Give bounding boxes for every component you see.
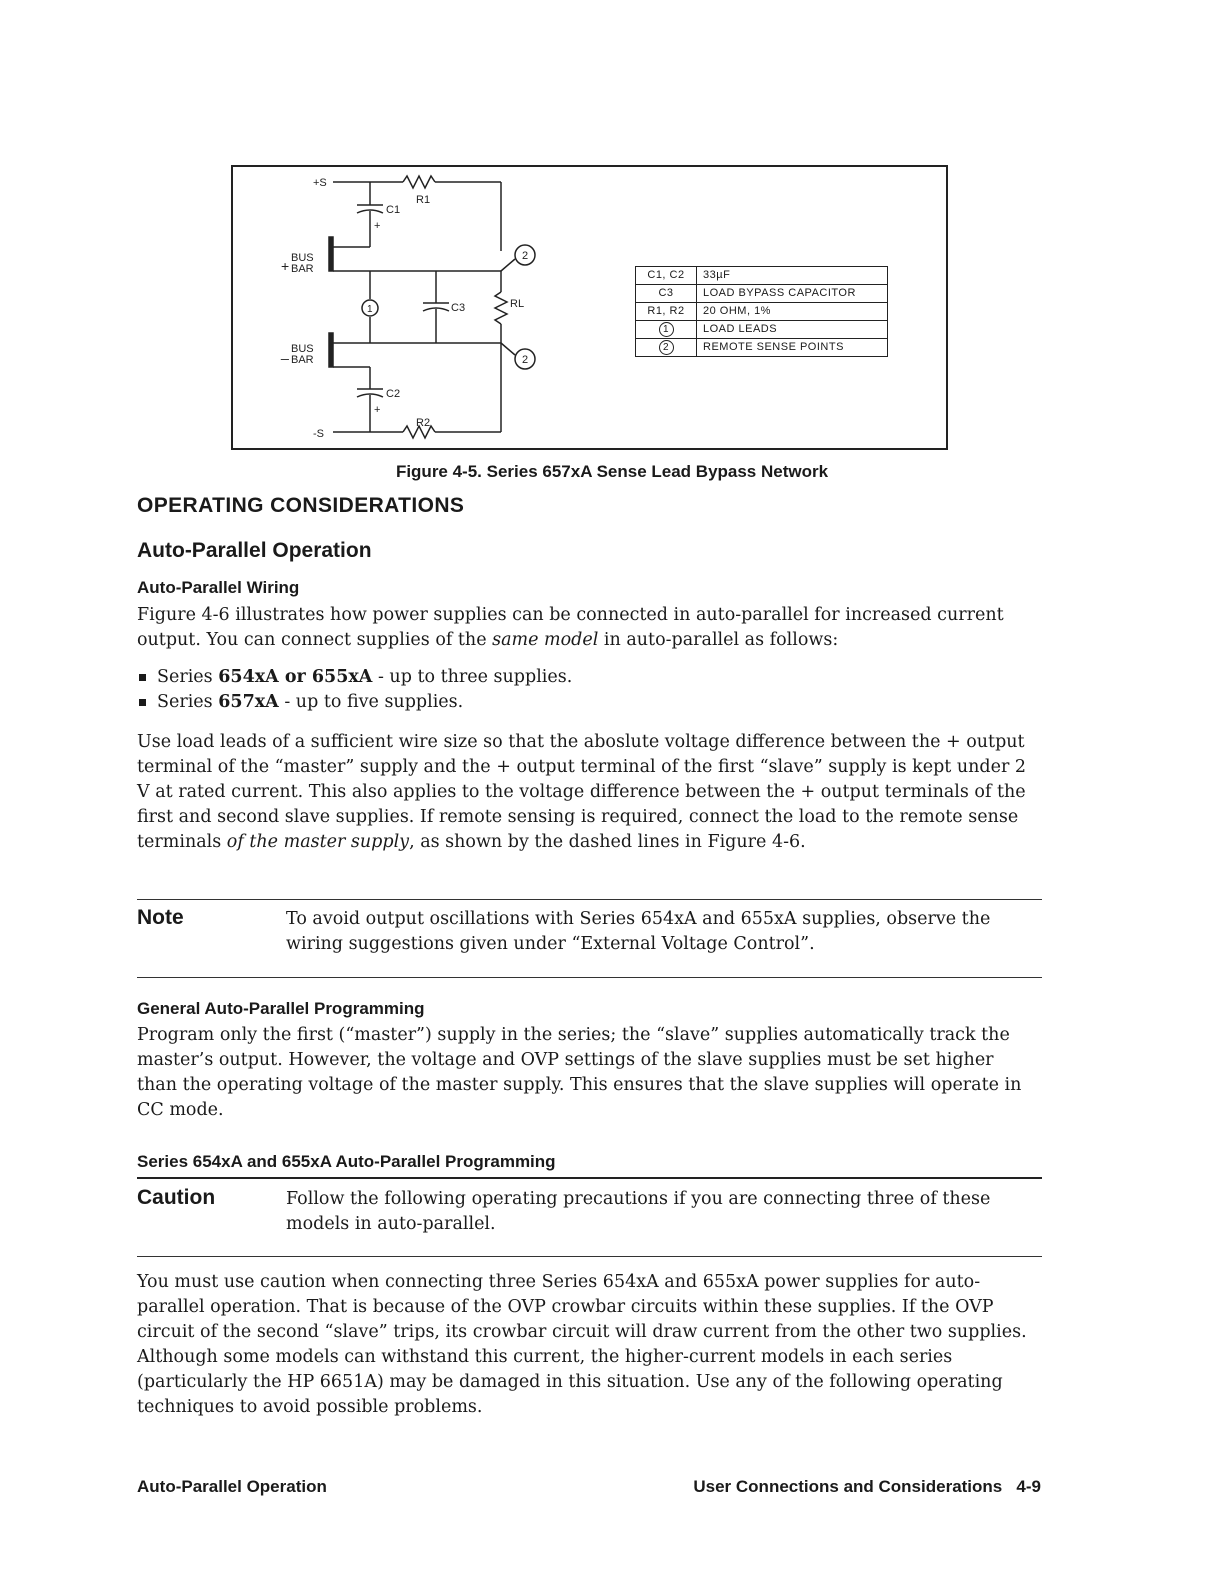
- legend-row: [636, 267, 888, 285]
- legend-key: C1, C2: [636, 267, 697, 285]
- caution-body: You must use caution when connecting three Series 654xA and 655xA power supplies for auto-parallel operation. That is because of the OVP crowbar circuits within these supplies. If the OVP circuit of the second “slave” trips, its crowbar circuit will draw current from the other two supplies. Although some models can withstand this current, the higher-current models in each series (particularly the HP 6651A) may be damaged in this situation. Use any of the following operating techniques to avoid possible problems.: [137, 1272, 1027, 1417]
- footer-section-name: Auto-Parallel Operation: [137, 1477, 327, 1496]
- note-top-rule: [137, 899, 1042, 900]
- label-c3: C3: [451, 302, 466, 314]
- legend-key: C3: [636, 285, 697, 303]
- emphasis-same-model: same model: [492, 630, 599, 650]
- note-bottom-rule: [137, 977, 1042, 978]
- label-rl: RL: [510, 298, 525, 310]
- marker-2-bottom: 2: [522, 354, 529, 366]
- series-programming-heading: Series 654xA and 655xA Auto-Parallel Programming: [137, 1152, 556, 1171]
- legend-key: R1, R2: [636, 303, 697, 321]
- label-bar-bottom: BAR: [291, 354, 314, 366]
- label-c2: C2: [386, 388, 401, 400]
- label-r1: R1: [416, 194, 431, 206]
- subsection-title: Auto-Parallel Operation: [137, 539, 372, 562]
- caution-bottom-rule: [137, 1256, 1042, 1257]
- label-c1-plus: +: [374, 220, 381, 232]
- figure-legend-table: [635, 266, 888, 357]
- label-minus-s: -S: [313, 428, 324, 440]
- legend-value: LOAD LEADS: [697, 321, 888, 339]
- marker-2-top: 2: [522, 250, 529, 262]
- label-c1: C1: [386, 204, 401, 216]
- circled-1-icon: 1: [659, 322, 674, 337]
- wiring-heading: Auto-Parallel Wiring: [137, 578, 300, 597]
- label-bus-top: BUS: [291, 252, 314, 264]
- note-text: To avoid output oscillations with Series 654xA and 655xA supplies, observe the wiring suggestions given under “External Voltage Control”.: [286, 909, 991, 954]
- caution-label: Caution: [137, 1186, 216, 1209]
- label-r2: R2: [416, 417, 431, 429]
- label-minus-bus: _: [281, 344, 289, 360]
- label-bar-top: BAR: [291, 263, 314, 275]
- caution-text: Follow the following operating precautions if you are connecting three of these models in auto-parallel.: [286, 1189, 991, 1234]
- general-heading: General Auto-Parallel Programming: [137, 999, 425, 1018]
- legend-row: [636, 321, 888, 339]
- circled-2-icon: 2: [659, 340, 674, 355]
- legend-row: [636, 285, 888, 303]
- legend-value: REMOTE SENSE POINTS: [697, 339, 888, 357]
- figure-box: [231, 165, 948, 450]
- emphasis-master-supply: of the master supply: [226, 832, 410, 852]
- marker-1: 1: [367, 304, 373, 315]
- model-list: [137, 665, 572, 715]
- label-plus-s: +S: [313, 177, 327, 189]
- caution-top-rule: [137, 1177, 1042, 1179]
- legend-value: 20 OHM, 1%: [697, 303, 888, 321]
- legend-row: [636, 303, 888, 321]
- label-plus-bus: +: [281, 258, 290, 274]
- label-bus-bottom: BUS: [291, 343, 314, 355]
- legend-key: [636, 321, 697, 339]
- section-title: OPERATING CONSIDERATIONS: [137, 494, 465, 517]
- general-text: Program only the first (“master”) supply in the series; the “slave” supplies automatically track the master’s output. However, the voltage and OVP settings of the slave supplies must be set higher than the operating voltage of the master supply. This ensures that the slave supplies will operate in CC mode.: [137, 1025, 1022, 1120]
- wiring-intro: Figure 4-6 illustrates how power supplies can be connected in auto-parallel for increased current output. You can connect supplies of the same model in auto-parallel as follows:: [137, 605, 1004, 650]
- legend-key: [636, 339, 697, 357]
- list-item: Series 657xA - up to five supplies.: [137, 690, 572, 715]
- note-label: Note: [137, 906, 184, 929]
- legend-value: LOAD BYPASS CAPACITOR: [697, 285, 888, 303]
- legend-row: [636, 339, 888, 357]
- footer-chapter-page: User Connections and Considerations 4-9: [693, 1477, 1041, 1496]
- figure-caption: Figure 4-5. Series 657xA Sense Lead Bypass Network: [395, 462, 829, 481]
- label-c2-plus: +: [374, 404, 381, 416]
- list-item: Series 654xA or 655xA - up to three supplies.: [137, 665, 572, 690]
- legend-value: 33µF: [697, 267, 888, 285]
- wiring-body: Use load leads of a sufficient wire size so that the aboslute voltage difference between the + output terminal of the “master” supply and the + output terminal of the first “slave” supply is kept under 2 V at rated current. This also applies to the voltage difference between the + output terminals of the first and second slave supplies. If remote sensing is required, connect the load to the remote sense terminals of the master supply, as shown by the dashed lines in Figure 4-6.: [137, 732, 1027, 852]
